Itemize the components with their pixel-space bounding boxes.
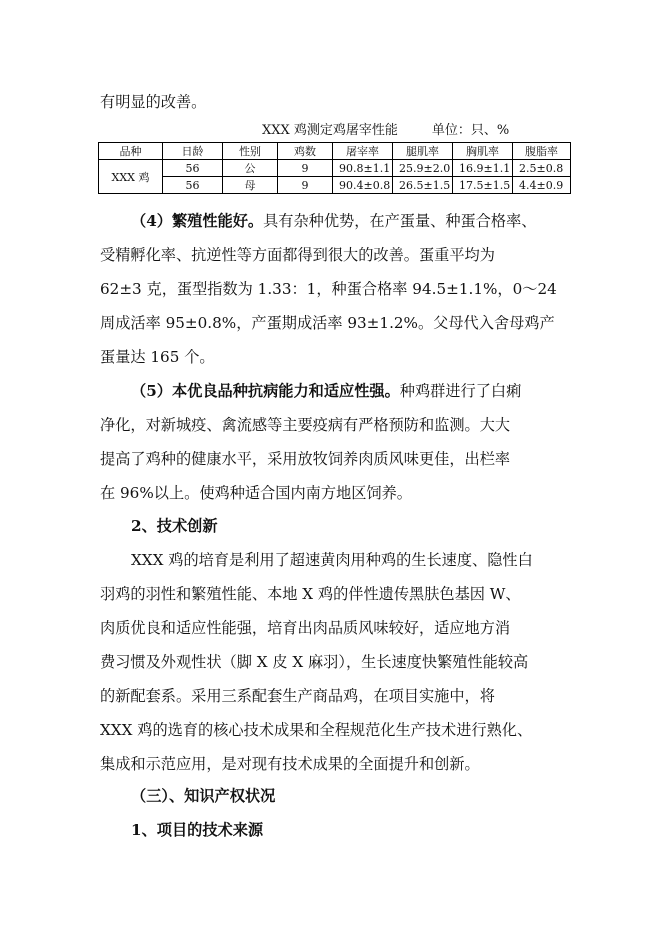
text-line: 净化，对新城疫、禽流感等主要疫病有严格预防和监测。大大 <box>100 416 511 434</box>
text-line: XXX 鸡的选育的核心技术成果和全程规范化生产技术进行熟化、 <box>100 721 533 739</box>
text-line: 集成和示范应用，是对现有技术成果的全面提升和创新。 <box>100 755 480 773</box>
table-cell: 2.5±0.8 <box>513 160 571 177</box>
text-line: XXX 鸡的培育是利用了超速黄肉用种鸡的生长速度、隐性白 <box>131 551 533 569</box>
text-line: 蛋量达 165 个。 <box>100 348 215 366</box>
paragraph-label: （4）繁殖性能好。 <box>131 212 264 230</box>
table-cell: 9 <box>278 177 333 194</box>
table-cell: 90.4±0.8 <box>333 177 393 194</box>
text-span: 种鸡群进行了白痢 <box>399 382 522 400</box>
table-unit: 单位：只、% <box>431 123 510 138</box>
section-heading: （三）、知识产权状况 <box>131 787 276 805</box>
header-cell: 性别 <box>223 143 278 160</box>
text-line: 在 96%以上。使鸡种适合国内南方地区饲养。 <box>100 484 412 502</box>
text-line: 周成活率 95±0.8%，产蛋期成活率 93±1.2%。父母代入舍母鸡产 <box>100 314 555 332</box>
table-cell: 56 <box>163 160 223 177</box>
paragraph-label: （5）本优良品种抗病能力和适应性强。 <box>131 382 400 400</box>
table-row <box>99 160 571 177</box>
header-cell: 腹脂率 <box>513 143 571 160</box>
breed-cell: XXX 鸡 <box>99 160 163 194</box>
table-header-row <box>99 143 571 160</box>
text-line: 受精孵化率、抗逆性等方面都得到很大的改善。蛋重平均为 <box>100 246 495 264</box>
section-heading: 1、项目的技术来源 <box>131 821 264 839</box>
table-cell: 4.4±0.9 <box>513 177 571 194</box>
table-cell: 17.5±1.5 <box>453 177 513 194</box>
header-cell: 鸡数 <box>278 143 333 160</box>
text-line: 有明显的改善。 <box>100 93 207 111</box>
text-line <box>131 211 601 231</box>
section-heading: 2、技术创新 <box>131 517 218 535</box>
text-line: 的新配套系。采用三系配套生产商品鸡，在项目实施中，将 <box>100 687 495 705</box>
text-line: 肉质优良和适应性能强，培育出肉品质风味较好，适应地方消 <box>100 619 511 637</box>
table-cell: 25.9±2.0 <box>393 160 453 177</box>
slaughter-performance-table <box>98 142 571 194</box>
header-cell: 品种 <box>99 143 163 160</box>
text-line: 羽鸡的羽性和繁殖性能、本地 X 鸡的伴性遗传黑肤色基因 W、 <box>100 585 521 603</box>
table-caption <box>262 123 509 139</box>
header-cell: 屠宰率 <box>333 143 393 160</box>
table-row <box>99 177 571 194</box>
table-cell: 母 <box>223 177 278 194</box>
table-title: XXX 鸡测定鸡屠宰性能 <box>262 123 398 138</box>
table-cell: 9 <box>278 160 333 177</box>
table-cell: 16.9±1.1 <box>453 160 513 177</box>
header-cell: 日龄 <box>163 143 223 160</box>
table-cell: 公 <box>223 160 278 177</box>
text-line: 62±3 克，蛋型指数为 1.33：1，种蛋合格率 94.5±1.1%，0～24 <box>100 280 557 298</box>
text-span: 具有杂种优势，在产蛋量、种蛋合格率、 <box>263 212 537 230</box>
text-line <box>131 381 601 401</box>
table-cell: 26.5±1.5 <box>393 177 453 194</box>
text-line: 提高了鸡种的健康水平，采用放牧饲养肉质风味更佳，出栏率 <box>100 450 511 468</box>
table-cell: 90.8±1.1 <box>333 160 393 177</box>
header-cell: 胸肌率 <box>453 143 513 160</box>
text-line: 费习惯及外观性状（脚 X 皮 X 麻羽），生长速度快繁殖性能较高 <box>100 653 529 671</box>
header-cell: 腿肌率 <box>393 143 453 160</box>
table-cell: 56 <box>163 177 223 194</box>
